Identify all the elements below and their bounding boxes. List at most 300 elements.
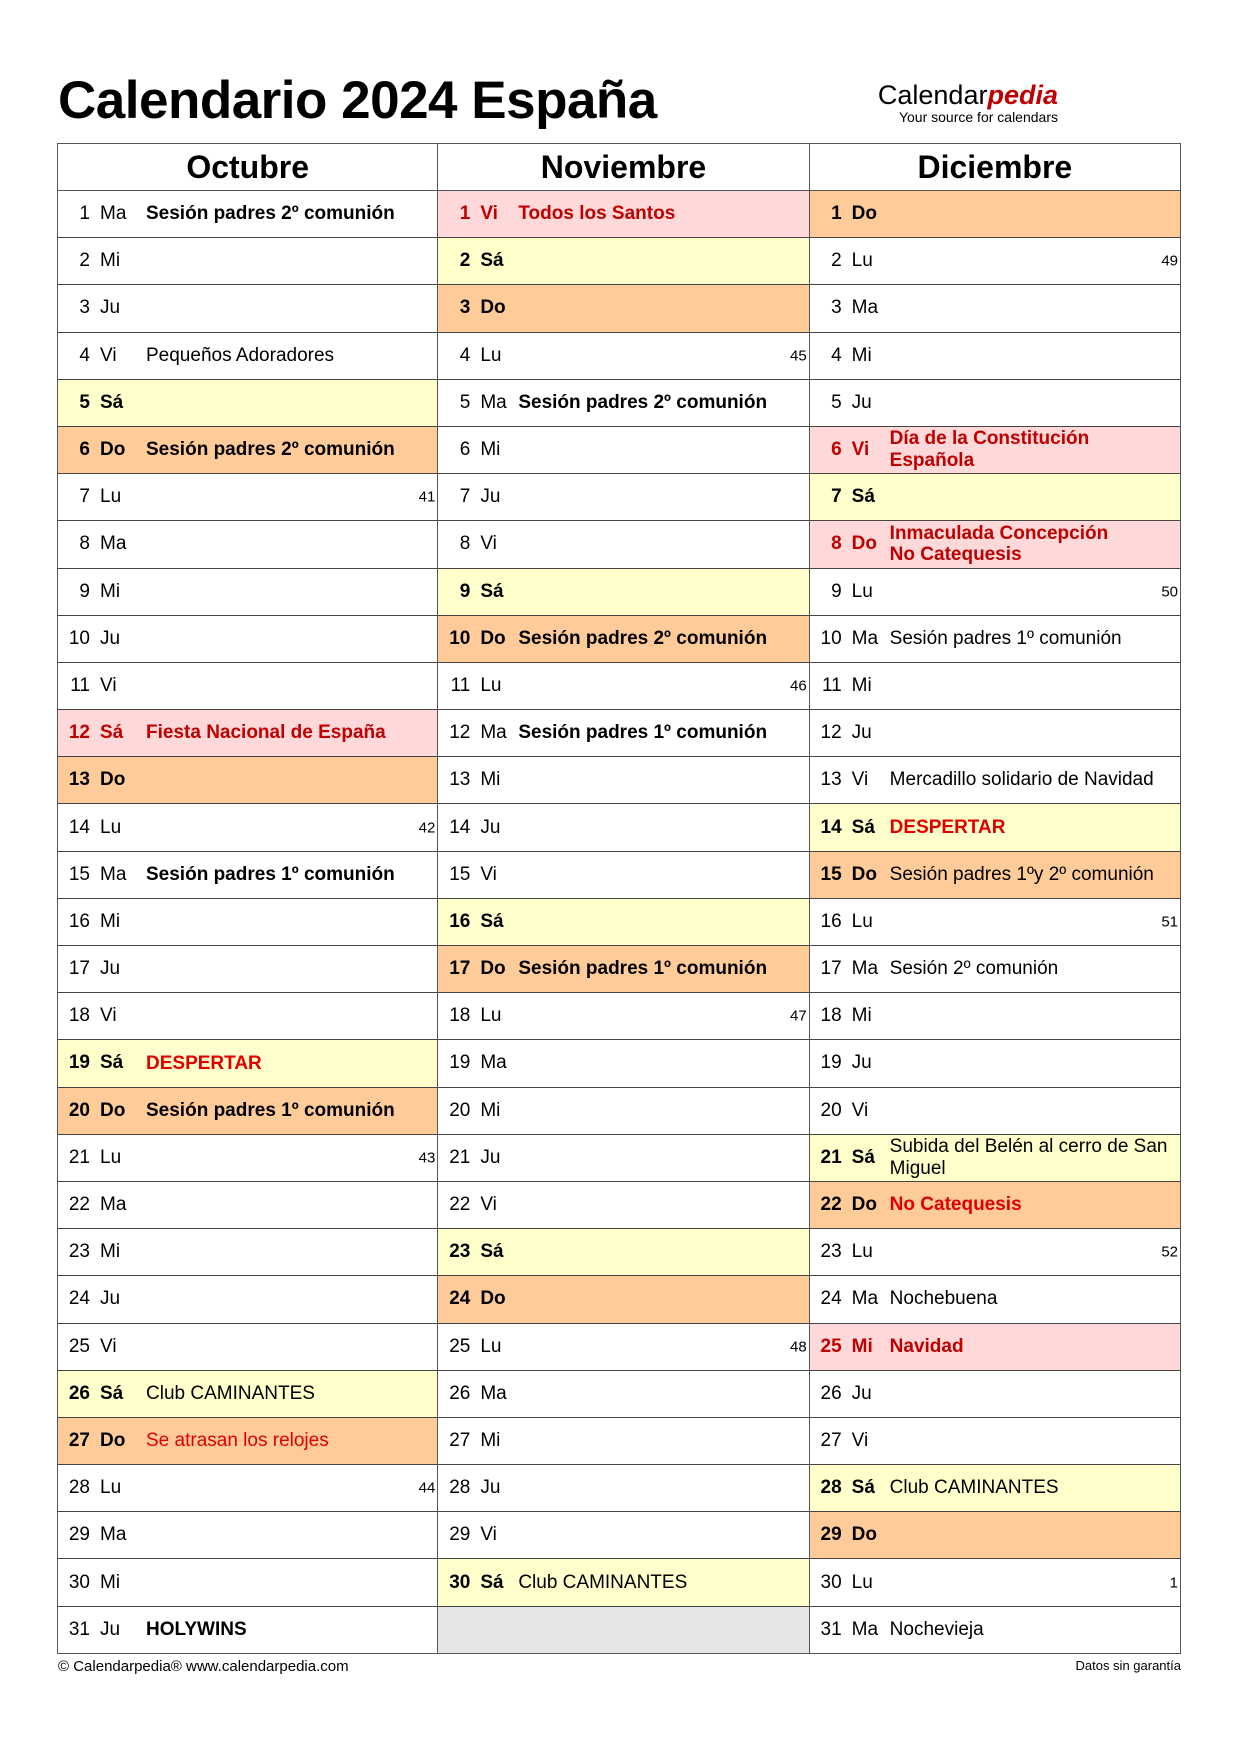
day-row (810, 380, 1180, 427)
day-row (810, 1229, 1180, 1276)
day-number: 6 (79, 439, 90, 461)
day-number: 20 (820, 1099, 842, 1121)
day-row (810, 1088, 1180, 1135)
day-number: 9 (831, 580, 842, 602)
day-row (810, 1371, 1180, 1418)
weekday: Vi (100, 674, 117, 696)
day-row (438, 474, 808, 521)
weekday: Do (100, 439, 126, 461)
day-number: 16 (68, 910, 90, 932)
day-number: 2 (79, 250, 90, 272)
day-event: Todos los Santos (518, 203, 676, 225)
day-event: Sesión padres 1º comunión (889, 627, 1122, 649)
day-row (438, 285, 808, 332)
weekday: Vi (480, 1194, 497, 1216)
day-number: 4 (831, 344, 842, 366)
calendar-grid (57, 143, 1181, 1654)
weekday: Ma (100, 863, 127, 885)
day-event: No Catequesis (889, 1194, 1022, 1216)
day-row (438, 1559, 808, 1606)
weekday: Ju (100, 1618, 121, 1640)
weekday: Lu (851, 910, 873, 932)
day-number: 19 (449, 1052, 471, 1074)
week-number: 1 (1169, 1574, 1179, 1592)
day-number: 2 (831, 250, 842, 272)
day-row (58, 899, 437, 946)
day-row (58, 1371, 437, 1418)
day-row (438, 191, 808, 238)
day-number: 27 (449, 1429, 471, 1451)
day-row (438, 1607, 808, 1653)
day-event: Mercadillo solidario de Navidad (889, 769, 1154, 791)
day-row (438, 1229, 808, 1276)
day-row (58, 804, 437, 851)
week-number: 50 (1161, 583, 1179, 601)
weekday: Ma (100, 1524, 127, 1546)
day-number: 8 (831, 533, 842, 555)
day-row (58, 663, 437, 710)
month-header: Octubre (58, 144, 437, 191)
day-number: 11 (821, 674, 842, 696)
day-row (810, 569, 1180, 616)
weekday: Ma (851, 1618, 879, 1640)
day-number: 18 (449, 1005, 471, 1027)
week-number: 47 (789, 1007, 807, 1025)
day-row (58, 946, 437, 993)
day-number: 30 (449, 1571, 471, 1593)
day-row (810, 804, 1180, 851)
weekday: Sá (100, 391, 124, 413)
day-row (58, 474, 437, 521)
day-row (58, 757, 437, 804)
weekday: Ma (480, 1382, 507, 1404)
weekday: Sá (480, 1571, 504, 1593)
weekday: Vi (480, 533, 497, 555)
weekday: Sá (480, 580, 504, 602)
month-column-december (810, 144, 1180, 1653)
day-number: 24 (68, 1288, 90, 1310)
day-row (810, 285, 1180, 332)
week-number: 46 (789, 677, 807, 695)
weekday: Vi (100, 1335, 117, 1357)
weekday: Ma (100, 1194, 127, 1216)
day-number: 23 (820, 1241, 842, 1263)
day-number: 18 (820, 1005, 842, 1027)
day-number: 2 (459, 250, 471, 272)
weekday: Vi (480, 1524, 497, 1546)
weekday: Lu (851, 580, 873, 602)
day-number: 19 (820, 1052, 842, 1074)
footer-copyright: © Calendarpedia® www.calendarpedia.com (58, 1658, 349, 1675)
day-number: 23 (68, 1241, 90, 1263)
weekday: Do (851, 863, 877, 885)
day-number: 14 (820, 816, 842, 838)
day-row (58, 1276, 437, 1323)
day-number: 24 (449, 1288, 471, 1310)
day-row (58, 1418, 437, 1465)
weekday: Ju (851, 722, 872, 744)
day-number: 18 (68, 1005, 90, 1027)
weekday: Sá (851, 486, 875, 508)
weekday: Sá (100, 1382, 124, 1404)
weekday: Sá (100, 1052, 124, 1074)
day-row (810, 1182, 1180, 1229)
day-row (58, 333, 437, 380)
weekday: Ju (100, 1288, 121, 1310)
day-number: 4 (79, 344, 90, 366)
day-number: 13 (449, 769, 471, 791)
week-number: 51 (1161, 913, 1179, 931)
weekday: Mi (480, 769, 501, 791)
day-event: Día de la Constitución Española (889, 428, 1090, 472)
day-number: 4 (459, 344, 471, 366)
day-event: Sesión padres 2º comunión (518, 391, 768, 413)
weekday: Ma (480, 722, 507, 744)
day-row (58, 710, 437, 757)
day-event: Sesión padres 1º comunión (518, 722, 768, 744)
day-number: 14 (68, 816, 90, 838)
day-row (810, 474, 1180, 521)
brand-name (878, 82, 1058, 109)
day-row (810, 191, 1180, 238)
day-event: Club CAMINANTES (146, 1382, 315, 1404)
day-row (438, 569, 808, 616)
day-row (58, 1040, 437, 1087)
day-event: Sesión padres 1º comunión (146, 1099, 395, 1121)
weekday: Sá (851, 1477, 875, 1499)
day-number: 31 (820, 1618, 842, 1640)
day-row (810, 1040, 1180, 1087)
day-event: Sesión padres 1º comunión (146, 863, 395, 885)
weekday: Lu (100, 1477, 122, 1499)
day-event: Fiesta Nacional de España (146, 722, 386, 744)
day-number: 24 (820, 1288, 842, 1310)
day-number: 6 (831, 439, 842, 461)
day-row (810, 616, 1180, 663)
weekday: Ma (851, 627, 879, 649)
day-event: HOLYWINS (146, 1618, 247, 1640)
day-row (810, 663, 1180, 710)
day-row (810, 1607, 1180, 1653)
day-row (438, 427, 808, 474)
day-number: 21 (68, 1146, 90, 1168)
day-row (810, 852, 1180, 899)
weekday: Do (480, 627, 506, 649)
day-row (810, 1276, 1180, 1323)
day-row (810, 1465, 1180, 1512)
day-row (810, 1418, 1180, 1465)
weekday: Vi (851, 1429, 869, 1451)
day-event: Sesión padres 2º comunión (146, 203, 395, 225)
day-event: Sesión padres 2º comunión (518, 627, 768, 649)
day-number: 6 (459, 439, 471, 461)
day-number: 12 (449, 722, 471, 744)
day-row (438, 333, 808, 380)
day-number: 3 (79, 297, 90, 319)
week-number: 49 (1161, 252, 1179, 270)
day-row (438, 1135, 808, 1182)
weekday: Mi (480, 1099, 501, 1121)
weekday: Ju (100, 297, 121, 319)
day-row (58, 1559, 437, 1606)
day-number: 1 (831, 203, 842, 225)
brand-name-plain: Calendar (877, 80, 988, 110)
day-event: Se atrasan los relojes (146, 1430, 329, 1452)
weekday: Vi (851, 439, 870, 461)
month-header: Noviembre (438, 144, 808, 191)
day-number: 27 (820, 1429, 842, 1451)
weekday: Do (851, 1524, 877, 1546)
weekday: Sá (851, 1146, 875, 1168)
day-event: Subida del Belén al cerro de San Miguel (889, 1136, 1168, 1179)
day-row (810, 1324, 1180, 1371)
weekday: Ju (851, 1052, 872, 1074)
day-number: 23 (449, 1241, 471, 1263)
day-row (810, 1512, 1180, 1559)
day-event: DESPERTAR (146, 1052, 262, 1074)
weekday: Mi (100, 1241, 121, 1263)
day-number: 25 (68, 1335, 90, 1357)
page-title: Calendario 2024 España (58, 71, 657, 130)
day-event: Club CAMINANTES (518, 1571, 688, 1593)
day-number: 21 (449, 1146, 471, 1168)
week-number: 41 (418, 488, 436, 506)
weekday: Do (480, 958, 506, 980)
weekday: Ju (480, 1477, 501, 1499)
day-event: Sesión padres 2º comunión (146, 439, 395, 461)
brand-logo (878, 82, 1058, 124)
weekday: Mi (100, 1571, 121, 1593)
day-row (58, 238, 437, 285)
day-number: 8 (79, 533, 90, 555)
weekday: Vi (851, 1099, 869, 1121)
day-number: 17 (68, 958, 90, 980)
day-row (438, 1371, 808, 1418)
day-number: 31 (68, 1618, 90, 1640)
weekday: Do (100, 1099, 126, 1121)
weekday: Vi (480, 203, 498, 225)
day-number: 5 (79, 391, 90, 413)
weekday: Sá (480, 250, 504, 272)
weekday: Sá (100, 722, 124, 744)
day-number: 30 (68, 1571, 90, 1593)
day-row (810, 946, 1180, 993)
weekday: Mi (851, 674, 872, 696)
day-row (438, 616, 808, 663)
weekday: Sá (480, 910, 504, 932)
day-row (58, 1135, 437, 1182)
weekday: Do (480, 1288, 506, 1310)
brand-tagline: Your source for calendars (898, 109, 1058, 125)
weekday: Ju (851, 1382, 872, 1404)
day-number: 10 (449, 627, 471, 649)
day-number: 16 (820, 910, 842, 932)
day-number: 22 (449, 1194, 471, 1216)
day-number: 26 (68, 1382, 90, 1404)
day-row (810, 238, 1180, 285)
day-row (58, 1324, 437, 1371)
weekday: Sá (851, 816, 875, 838)
day-row (438, 993, 808, 1040)
day-row (58, 616, 437, 663)
day-row (438, 1276, 808, 1323)
day-row (58, 380, 437, 427)
day-number: 28 (68, 1477, 90, 1499)
weekday: Mi (480, 439, 501, 461)
week-number: 52 (1161, 1243, 1179, 1261)
day-row (438, 946, 808, 993)
day-number: 21 (820, 1146, 842, 1168)
month-column-november (438, 144, 809, 1653)
weekday: Lu (480, 1335, 502, 1357)
day-number: 7 (831, 486, 842, 508)
day-row (438, 757, 808, 804)
weekday: Sá (480, 1241, 504, 1263)
day-row (810, 427, 1180, 474)
month-header: Diciembre (810, 144, 1180, 191)
weekday: Lu (851, 1241, 873, 1263)
weekday: Lu (480, 344, 502, 366)
day-number: 15 (68, 863, 90, 885)
weekday: Ma (100, 203, 127, 225)
weekday: Lu (100, 1146, 122, 1168)
day-number: 12 (68, 722, 90, 744)
day-row (58, 1182, 437, 1229)
day-number: 16 (449, 910, 471, 932)
day-row (810, 899, 1180, 946)
day-row (58, 852, 437, 899)
weekday: Ju (480, 816, 501, 838)
day-event: Club CAMINANTES (889, 1477, 1059, 1499)
day-number: 15 (820, 863, 842, 885)
day-row (810, 333, 1180, 380)
day-number: 8 (459, 533, 471, 555)
day-row (438, 380, 808, 427)
weekday: Mi (851, 344, 872, 366)
day-row (810, 710, 1180, 757)
day-row (58, 1229, 437, 1276)
day-number: 1 (459, 203, 471, 225)
day-number: 3 (459, 297, 471, 319)
week-number: 44 (418, 1479, 436, 1497)
day-number: 1 (79, 203, 90, 225)
day-number: 20 (68, 1099, 90, 1121)
weekday: Ma (851, 958, 879, 980)
weekday: Ju (100, 627, 121, 649)
day-event: Nochebuena (889, 1288, 998, 1310)
day-number: 7 (459, 486, 471, 508)
day-number: 27 (68, 1429, 90, 1451)
week-number: 42 (418, 819, 436, 837)
weekday: Lu (480, 1005, 502, 1027)
weekday: Ju (100, 958, 121, 980)
weekday: Lu (851, 250, 873, 272)
weekday: Ma (851, 1288, 879, 1310)
day-event: Navidad (889, 1335, 964, 1357)
day-number: 13 (68, 769, 90, 791)
week-number: 45 (789, 347, 807, 365)
day-row (438, 852, 808, 899)
day-event: Nochevieja (889, 1618, 984, 1640)
weekday: Mi (100, 910, 121, 932)
weekday: Lu (100, 486, 122, 508)
day-event: Pequeños Adoradores (146, 344, 335, 366)
day-row (438, 663, 808, 710)
day-event: Inmaculada Concepción No Catequesis (889, 522, 1109, 566)
weekday: Mi (100, 250, 121, 272)
day-number: 7 (79, 486, 90, 508)
day-row (58, 569, 437, 616)
day-number: 14 (449, 816, 471, 838)
day-number: 25 (820, 1335, 842, 1357)
weekday: Lu (851, 1571, 873, 1593)
weekday: Ju (480, 486, 501, 508)
day-row (58, 427, 437, 474)
day-number: 17 (449, 958, 471, 980)
weekday: Do (851, 1194, 877, 1216)
month-column-october (58, 144, 438, 1653)
day-number: 19 (68, 1052, 90, 1074)
day-row (810, 993, 1180, 1040)
weekday: Do (851, 203, 877, 225)
day-row (438, 238, 808, 285)
day-number: 25 (449, 1335, 471, 1357)
weekday: Vi (100, 344, 117, 366)
day-row (438, 1418, 808, 1465)
weekday: Ma (480, 1052, 507, 1074)
day-number: 15 (449, 863, 471, 885)
day-number: 29 (68, 1524, 90, 1546)
weekday: Mi (851, 1005, 872, 1027)
day-row (810, 1559, 1180, 1606)
day-row (438, 710, 808, 757)
weekday: Vi (100, 1005, 117, 1027)
weekday: Vi (851, 769, 869, 791)
weekday: Ju (851, 391, 872, 413)
day-number: 11 (450, 674, 471, 696)
day-row (58, 1607, 437, 1653)
day-row (438, 1465, 808, 1512)
day-row (810, 1135, 1180, 1182)
day-number: 26 (449, 1382, 471, 1404)
weekday: Do (480, 297, 506, 319)
day-event: DESPERTAR (889, 816, 1006, 838)
week-number: 43 (418, 1149, 436, 1167)
day-number: 20 (449, 1099, 471, 1121)
day-row (438, 899, 808, 946)
day-row (438, 521, 808, 568)
weekday: Mi (100, 580, 121, 602)
day-number: 22 (68, 1194, 90, 1216)
day-number: 17 (820, 958, 842, 980)
day-number: 5 (831, 391, 842, 413)
day-number: 28 (820, 1477, 842, 1499)
day-row (438, 1088, 808, 1135)
day-row (810, 521, 1180, 568)
day-row (58, 285, 437, 332)
weekday: Do (851, 533, 877, 555)
day-number: 30 (820, 1571, 842, 1593)
day-row (58, 993, 437, 1040)
day-number: 12 (820, 722, 842, 744)
footer-disclaimer: Datos sin garantía (1075, 1658, 1181, 1673)
day-event: Sesión padres 1ºy 2º comunión (889, 863, 1154, 885)
weekday: Ju (480, 1146, 501, 1168)
day-row (58, 1465, 437, 1512)
day-row (438, 1182, 808, 1229)
weekday: Do (100, 769, 126, 791)
day-number: 26 (820, 1382, 842, 1404)
